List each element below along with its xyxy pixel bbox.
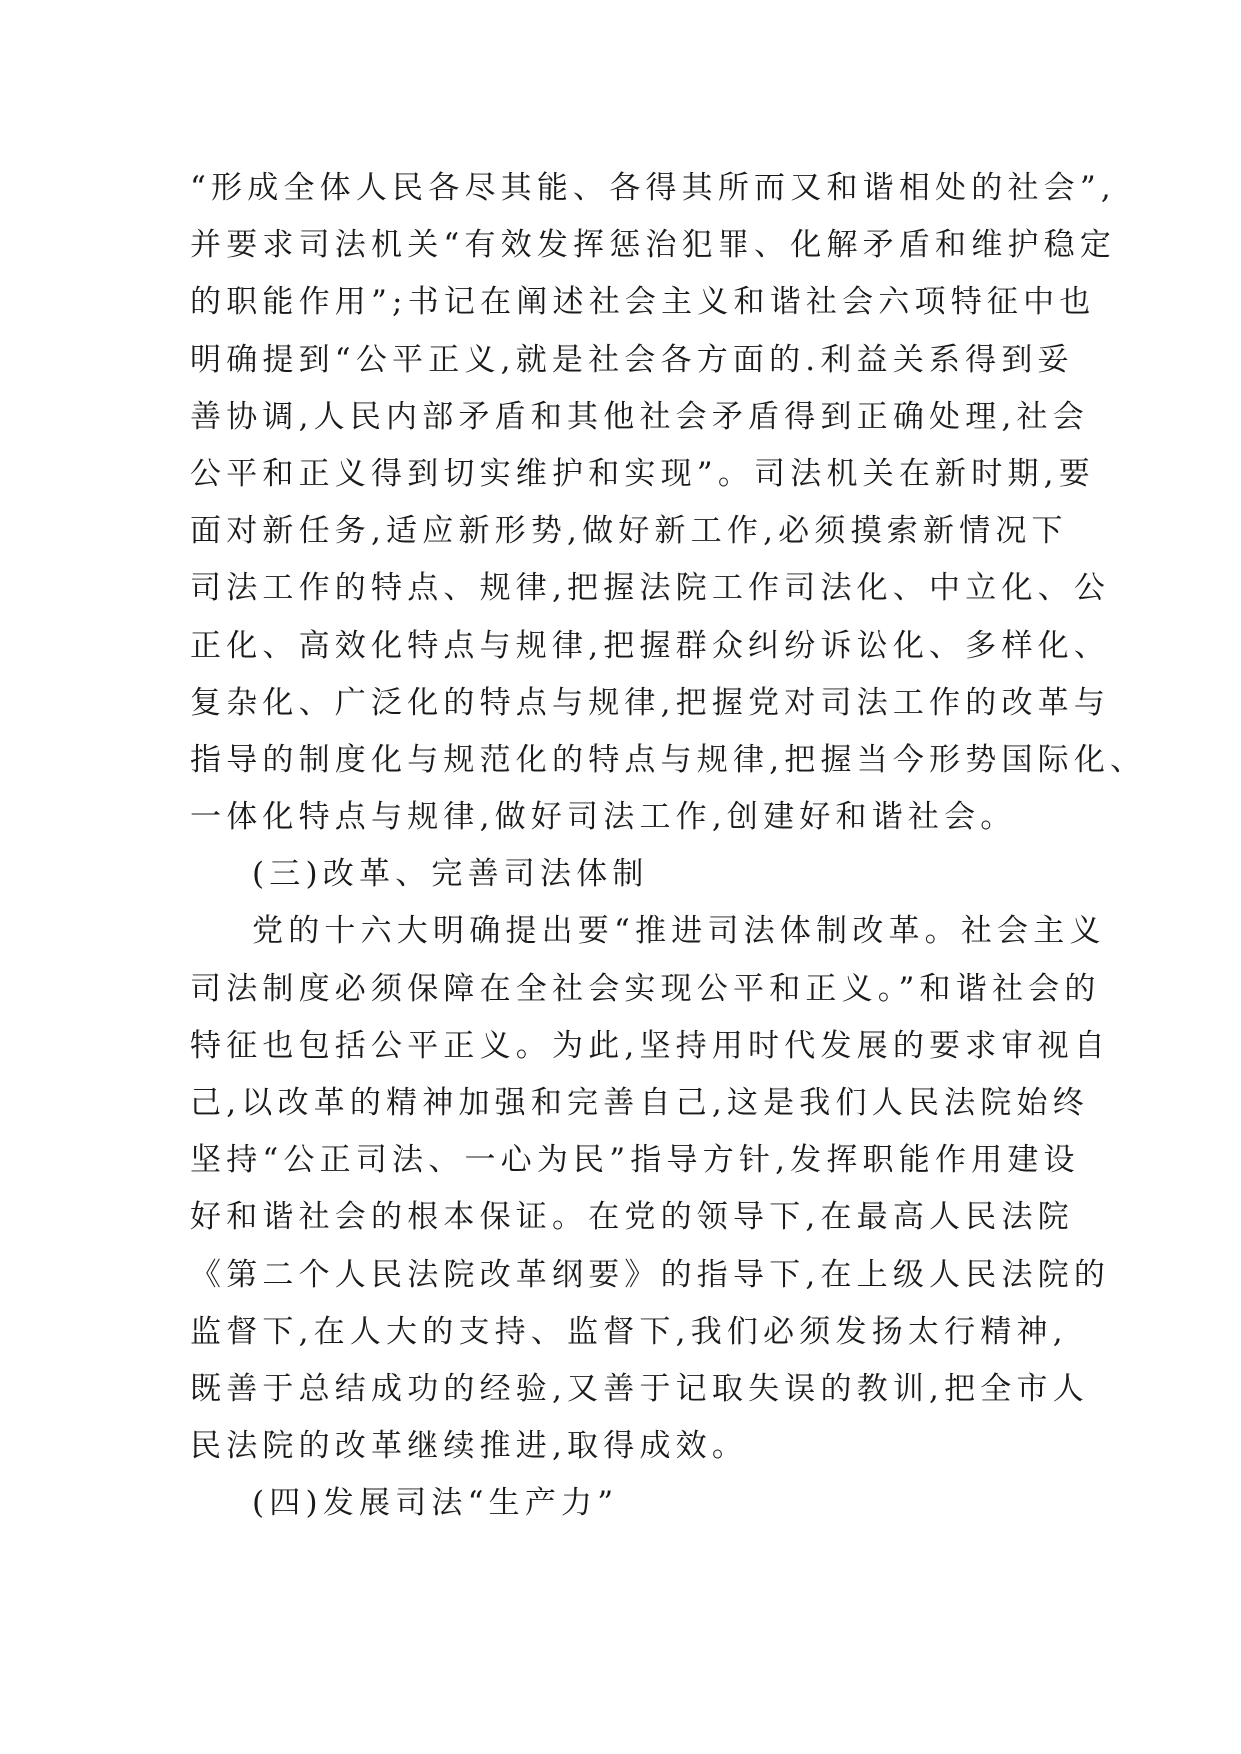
text-line: 面对新任务,适应新形势,做好新工作,必须摸索新情况下 bbox=[190, 513, 1068, 550]
text-line: 己,以改革的精神加强和完善自己,这是我们人民法院始终 bbox=[190, 1085, 1089, 1121]
section-heading-4: (四)发展司法“生产力” bbox=[252, 1485, 619, 1522]
text-line: 明确提到“公平正义,就是社会各方面的.利益关系得到妥 bbox=[190, 341, 1074, 378]
text-line: 党的十六大明确提出要“推进司法体制改革。社会主义 bbox=[252, 913, 1106, 950]
text-line: 公平和正义得到切实维护和实现”。司法机关在新时期,要 bbox=[190, 455, 1095, 492]
text-line: 正化、高效化特点与规律,把握群众纠纷诉讼化、多样化、 bbox=[190, 627, 1111, 664]
text-line: 指导的制度化与规范化的特点与规律,把握当今形势国际化、 bbox=[190, 741, 1147, 778]
text-line: 善协调,人民内部矛盾和其他社会矛盾得到正确处理,社会 bbox=[190, 398, 1089, 435]
text-line: 《第二个人民法院改革纲要》的指导下,在上级人民法院的 bbox=[190, 1256, 1111, 1293]
text-line: 的职能作用”;书记在阐述社会主义和谐社会六项特征中也 bbox=[190, 284, 1096, 321]
text-line: 司法制度必须保障在全社会实现公平和正义。”和谐社会的 bbox=[190, 970, 1101, 1007]
text-line: 特征也包括公平正义。为此,坚持用时代发展的要求审视自 bbox=[190, 1027, 1111, 1064]
text-line: 司法工作的特点、规律,把握法院工作司法化、中立化、公 bbox=[190, 570, 1111, 607]
text-line: 好和谐社会的根本保证。在党的领导下,在最高人民法院 bbox=[190, 1199, 1074, 1236]
paragraph-1 bbox=[190, 160, 1147, 846]
text-line: 并要求司法机关“有效发挥惩治犯罪、化解矛盾和维护稳定 bbox=[190, 227, 1117, 264]
paragraph-2 bbox=[190, 903, 1111, 1475]
text-line: 复杂化、广泛化的特点与规律,把握党对司法工作的改革与 bbox=[190, 684, 1111, 721]
text-line: 坚持“公正司法、一心为民”指导方针,发挥职能作用建设 bbox=[190, 1142, 1080, 1179]
text-line: 民法院的改革继续推进,取得成效。 bbox=[190, 1428, 749, 1465]
text-line: 监督下,在人大的支持、监督下,我们必须发扬太行精神, bbox=[190, 1313, 1068, 1350]
section-heading-3: (三)改革、完善司法体制 bbox=[252, 856, 649, 893]
text-line: “形成全体人民各尽其能、各得其所而又和谐相处的社会”, bbox=[190, 170, 1116, 206]
document-body bbox=[190, 160, 1147, 1533]
text-line: 既善于总结成功的经验,又善于记取失误的教训,把全市人 bbox=[190, 1370, 1089, 1407]
text-line: 一体化特点与规律,做好司法工作,创建好和谐社会。 bbox=[190, 799, 1017, 836]
